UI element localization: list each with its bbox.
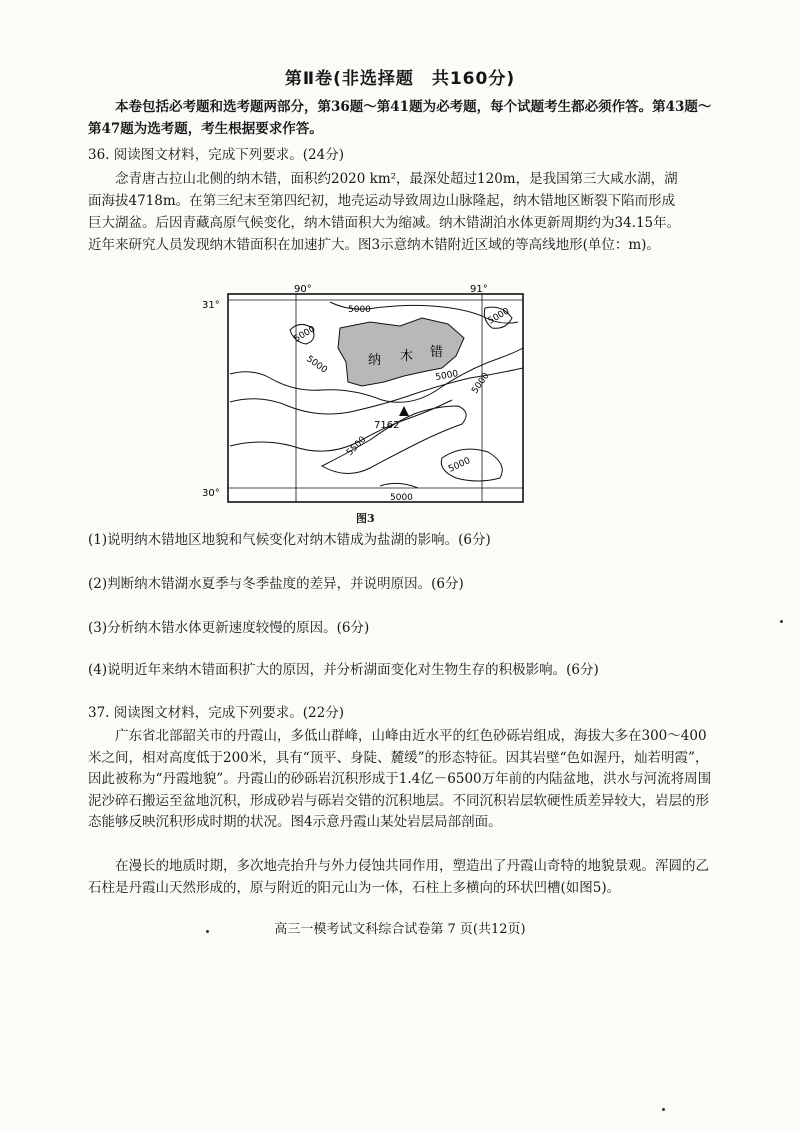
section-intro: 本卷包括必考题和选考题两部分，第36题～第41题为必考题，每个试题考生都必须作答。第43题～第47题为选考题，考生根据要求作答。 [88, 99, 712, 137]
contour-label: 5000 [304, 354, 329, 376]
lake-label-char: 木 [400, 349, 414, 364]
contour-label: 5000 [447, 455, 473, 475]
lon-label-right: 91° [470, 284, 488, 295]
lake-label-char: 纳 [368, 353, 382, 368]
q37-heading: 37. 阅读图文材料，完成下列要求。(22分) [88, 705, 344, 721]
q36-heading: 36. 阅读图文材料，完成下列要求。(24分) [88, 147, 344, 163]
section-title: 第Ⅱ卷(非选择题 共160分) [284, 69, 516, 89]
lat-label-bottom: 30° [202, 488, 220, 499]
q36-material: 念青唐古拉山北侧的纳木错，面积约2020 km²，最深处超过120m，是我国第三大咸水湖，湖面海拔4718m。在第三纪末至第四纪初，地壳运动导致周边山脉隆起，纳木错地区断裂下陷而形成巨大湖盆。后因青藏高原气候变化，纳木错面积大为缩减。纳木错湖泊水体更新周期约为34.15年。近年来研究人员发现纳木错面积在加速扩大。图3示意纳木错附近区域的等高线地形(单位：m)。 [88, 171, 681, 253]
contour-label: 5000 [348, 305, 371, 315]
contour-label: 5000 [434, 369, 460, 383]
peak-elevation-label: 7162 [374, 420, 400, 431]
contour-label: 5000 [486, 306, 512, 327]
contour-map-figure [200, 282, 530, 522]
lat-label-top: 31° [202, 300, 220, 311]
scan-speck [662, 1108, 665, 1111]
q37-paragraph-2: 在漫长的地质时期，多次地壳抬升与外力侵蚀共同作用，塑造出了丹霞山奇特的地貌景观。浑圆的乙石柱是丹霞山天然形成的，原与附近的阳元山为一体，石柱上多横向的环状凹槽(如图5)。 [88, 858, 709, 896]
lon-label-left: 90° [294, 284, 312, 295]
q36-sub-question-2: (2)判断纳木错湖水夏季与冬季盐度的差异，并说明原因。(6分) [88, 576, 464, 592]
contour-label: 5000 [292, 324, 318, 345]
lake-label-char: 错 [430, 345, 444, 360]
scan-speck [780, 620, 783, 623]
scan-speck [206, 930, 209, 933]
q36-sub-question-1: (1)说明纳木错地区地貌和气候变化对纳木错成为盐湖的影响。(6分) [88, 532, 491, 548]
contour-label: 5000 [470, 371, 492, 396]
q37-paragraph-1: 广东省北部韶关市的丹霞山，多低山群峰，山峰由近水平的红色砂砾岩组成，海拔大多在300～400米之间，相对高度低于200米，具有“顶平、身陡、麓缓”的形态特征。因其岩壁“色如渥丹，灿若明霞”，因此被称为“丹霞地貌”。丹霞山的砂砾岩沉积形成于1.4亿－6500万年前的内陆盆地，洪水与河流将周围泥沙碎石搬运至盆地沉积，形成砂岩与砾岩交错的沉积地层。不同沉积岩层软硬性质差异较大，岩层的形态能够反映沉积形成时期的状况。图4示意丹霞山某处岩层局部剖面。 [88, 728, 712, 830]
contour-label-5500: 5500 [345, 434, 369, 459]
figure-3-caption: 图3 [356, 512, 375, 525]
q36-sub-question-3: (3)分析纳木错水体更新速度较慢的原因。(6分) [88, 620, 370, 636]
contour-label: 5000 [390, 493, 413, 503]
q36-sub-question-4: (4)说明近年来纳木错面积扩大的原因，并分析湖面变化对生物生存的积极影响。(6分) [88, 662, 599, 678]
contour-map [200, 282, 530, 512]
page-footer: 高三一模考试文科综合试卷第 7 页(共12页) [274, 922, 526, 937]
